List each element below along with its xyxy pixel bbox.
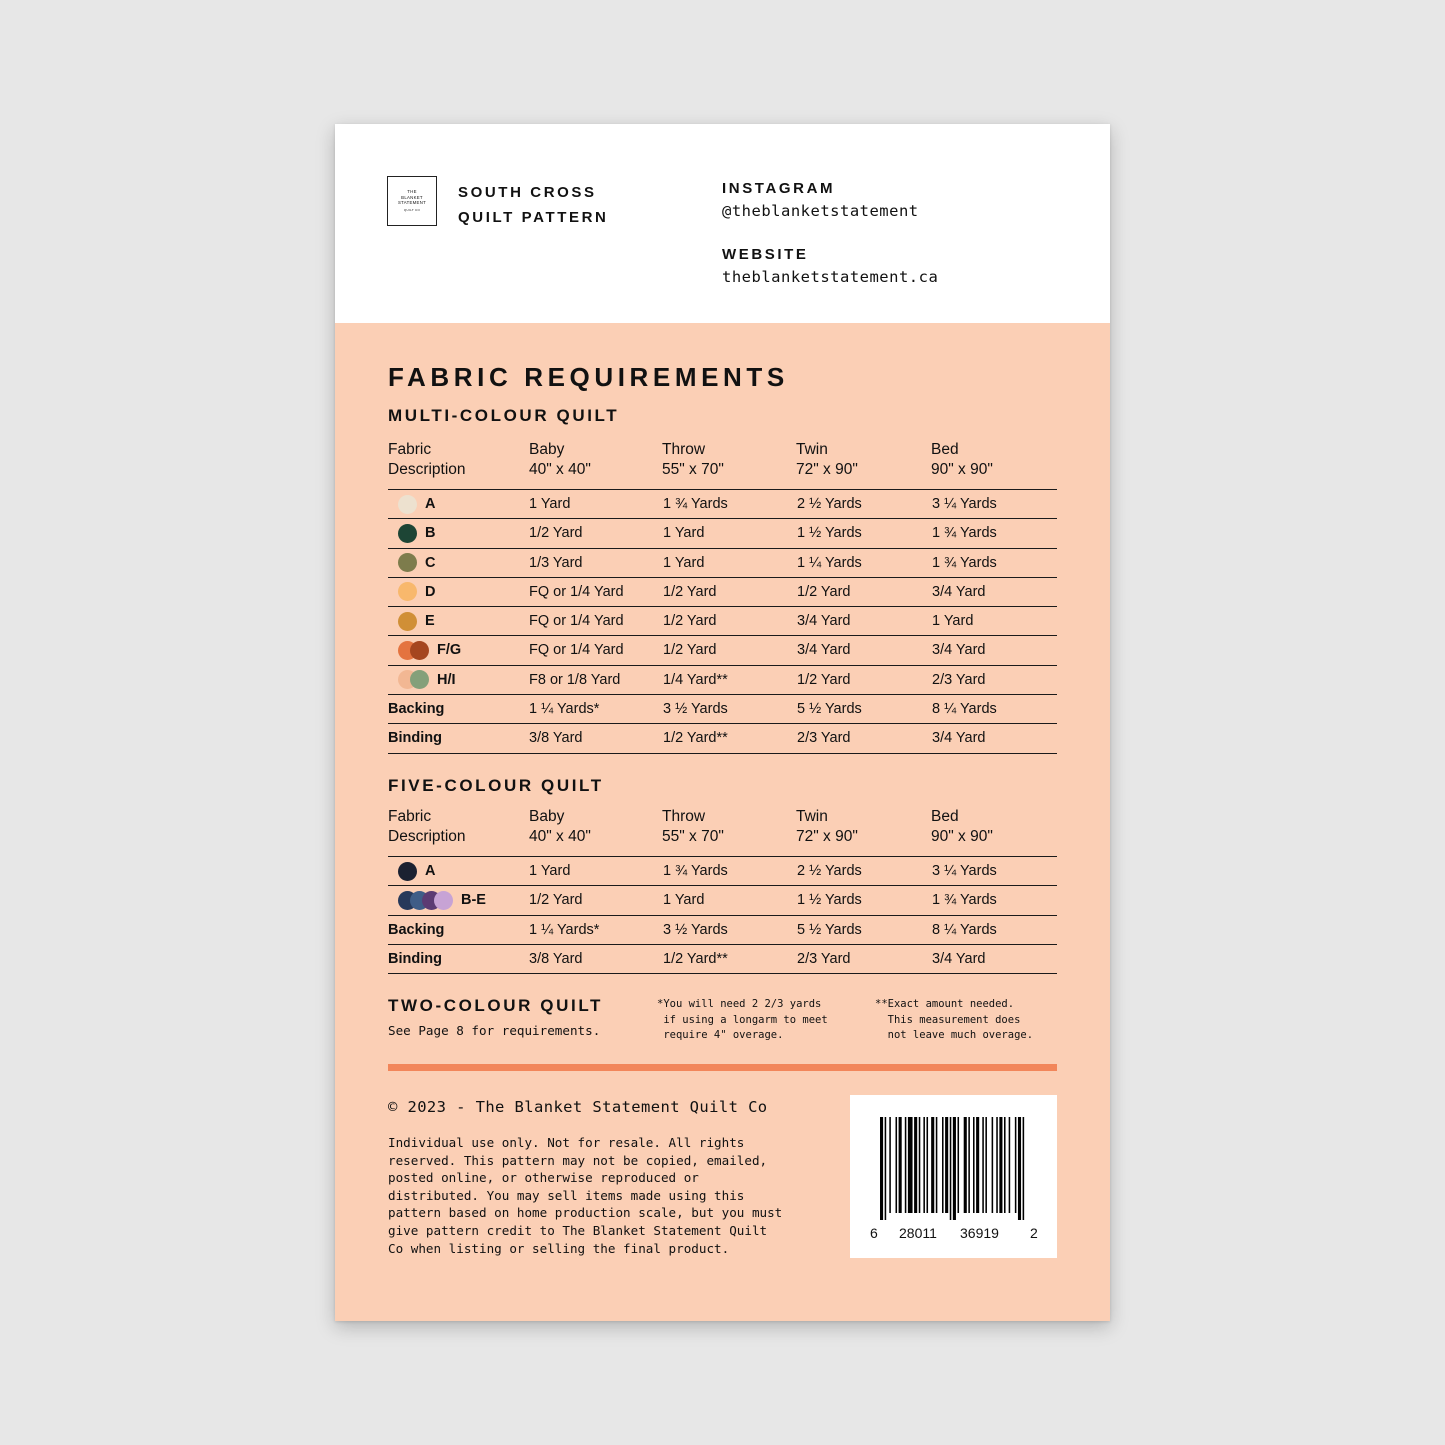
barcode-bar bbox=[945, 1117, 948, 1213]
yardage-cell: 1/2 Yard bbox=[663, 642, 717, 659]
fabric-cell bbox=[388, 949, 442, 969]
fabric-label: E bbox=[425, 613, 435, 630]
fabric-label: H/I bbox=[437, 671, 456, 688]
fabric-label: F/G bbox=[437, 642, 462, 659]
fabric-cell bbox=[388, 861, 435, 881]
fabric-swatches bbox=[398, 891, 453, 910]
table-row bbox=[388, 886, 1057, 915]
fabric-cell bbox=[388, 523, 435, 543]
copyright-line: © 2023 - The Blanket Statement Quilt Co bbox=[388, 1098, 768, 1116]
yardage-cell: 2 ½ Yards bbox=[797, 496, 862, 512]
barcode-bar bbox=[964, 1117, 967, 1213]
two-colour-note: See Page 8 for requirements. bbox=[388, 1023, 601, 1038]
yardage-cell: 3/4 Yard bbox=[932, 642, 986, 659]
fabric-label: A bbox=[425, 863, 436, 879]
yardage-cell: 1/3 Yard bbox=[529, 554, 583, 571]
yardage-cell: 3/4 Yard bbox=[932, 583, 986, 600]
col-header-fabric: Fabric Description bbox=[388, 441, 466, 478]
barcode-digit-check: 2 bbox=[1030, 1225, 1038, 1241]
yardage-cell: 3 ¼ Yards bbox=[932, 863, 997, 879]
yardage-cell: 1/2 Yard** bbox=[663, 950, 728, 967]
table-row bbox=[388, 607, 1057, 636]
yardage-cell: 2/3 Yard bbox=[797, 730, 851, 747]
fabric-cell bbox=[388, 611, 435, 631]
yardage-cell: 1/2 Yard bbox=[529, 525, 583, 542]
table-row bbox=[388, 666, 1057, 695]
instagram-handle: @theblanketstatement bbox=[722, 202, 919, 220]
fabric-label: D bbox=[425, 583, 436, 600]
yardage-cell: 2/3 Yard bbox=[932, 671, 986, 688]
yardage-cell: 8 ¼ Yards bbox=[932, 701, 997, 718]
footnote-double-asterisk: **Exact amount needed. This measurement does not leave much overage. bbox=[875, 998, 1034, 1041]
barcode-bar bbox=[1018, 1117, 1021, 1220]
barcode-bar bbox=[1004, 1117, 1006, 1213]
yardage-cell: 3/4 Yard bbox=[797, 613, 851, 630]
fabric-label: Binding bbox=[388, 950, 442, 967]
divider-rule bbox=[388, 1064, 1057, 1071]
website-label: WEBSITE bbox=[722, 246, 809, 263]
yardage-cell: 3/4 Yard bbox=[932, 730, 986, 747]
barcode-bar bbox=[1009, 1117, 1011, 1213]
fabric-swatches bbox=[398, 612, 417, 631]
fabric-swatch bbox=[410, 641, 429, 660]
barcode-digit-system: 6 bbox=[870, 1225, 878, 1241]
pattern-name-line1: SOUTH CROSS bbox=[458, 184, 597, 201]
barcode-digits-left: 28011 bbox=[899, 1225, 937, 1241]
table-row bbox=[388, 490, 1057, 519]
yardage-cell: 3 ½ Yards bbox=[663, 701, 728, 718]
yardage-cell: 1 ¼ Yards* bbox=[529, 921, 600, 938]
table-row bbox=[388, 549, 1057, 578]
fabric-swatches bbox=[398, 524, 417, 543]
yardage-cell: FQ or 1/4 Yard bbox=[529, 583, 624, 600]
barcode-bar bbox=[905, 1117, 907, 1213]
barcode-bar bbox=[919, 1117, 921, 1213]
barcode-bar bbox=[1015, 1117, 1017, 1213]
table-row bbox=[388, 519, 1057, 548]
barcode-bar bbox=[953, 1117, 956, 1220]
barcode-bar bbox=[976, 1117, 979, 1213]
yardage-cell: 1/4 Yard** bbox=[663, 671, 728, 688]
barcode-bar bbox=[931, 1117, 934, 1213]
fabric-cell bbox=[388, 640, 461, 660]
fabric-label: C bbox=[425, 554, 436, 571]
yardage-cell: FQ or 1/4 Yard bbox=[529, 642, 624, 659]
yardage-cell: 8 ¼ Yards bbox=[932, 921, 997, 938]
barcode-bar bbox=[958, 1117, 960, 1213]
multi-colour-table bbox=[388, 489, 1057, 754]
barcode-digits-right: 36919 bbox=[960, 1225, 999, 1241]
fabric-label: B-E bbox=[461, 892, 486, 909]
table-row bbox=[388, 857, 1057, 886]
two-colour-title: TWO-COLOUR QUILT bbox=[388, 996, 604, 1015]
fabric-swatch bbox=[410, 670, 429, 689]
yardage-cell: 3/8 Yard bbox=[529, 730, 583, 747]
col-header-baby: Baby 40" x 40" bbox=[529, 441, 591, 478]
barcode-bar bbox=[973, 1117, 975, 1213]
yardage-cell: FQ or 1/4 Yard bbox=[529, 613, 624, 630]
table-row bbox=[388, 695, 1057, 724]
col-header-bed: Bed 90" x 90" bbox=[931, 441, 993, 478]
col-header-baby: Baby 40" x 40" bbox=[529, 808, 591, 845]
fabric-swatches bbox=[398, 553, 417, 572]
fabric-cell bbox=[388, 582, 435, 602]
fabric-swatches bbox=[398, 670, 429, 689]
yardage-cell: 1/2 Yard bbox=[663, 613, 717, 630]
yardage-cell: 1 Yard bbox=[663, 525, 705, 542]
yardage-cell: 3 ½ Yards bbox=[663, 921, 728, 938]
yardage-cell: 3/4 Yard bbox=[797, 642, 851, 659]
col-header-throw: Throw 55" x 70" bbox=[662, 808, 724, 845]
fabric-label: A bbox=[425, 496, 436, 512]
yardage-cell: 1 ¼ Yards bbox=[797, 554, 862, 571]
fabric-label: Backing bbox=[388, 701, 445, 718]
fabric-swatch bbox=[434, 891, 453, 910]
yardage-cell: 2/3 Yard bbox=[797, 950, 851, 967]
fabric-cell bbox=[388, 494, 435, 514]
yardage-cell: 1 ¾ Yards bbox=[932, 892, 997, 909]
multi-colour-title: MULTI-COLOUR QUILT bbox=[388, 406, 620, 425]
yardage-cell: 1 Yard bbox=[663, 892, 705, 909]
fabric-requirements-title: FABRIC REQUIREMENTS bbox=[388, 362, 789, 392]
barcode-bar bbox=[942, 1117, 944, 1213]
fabric-swatches bbox=[398, 641, 429, 660]
yardage-cell: 1 ¾ Yards bbox=[663, 863, 728, 879]
col-header-throw: Throw 55" x 70" bbox=[662, 441, 724, 478]
five-colour-table bbox=[388, 856, 1057, 974]
yardage-cell: 1 Yard bbox=[663, 554, 705, 571]
yardage-cell: 3/8 Yard bbox=[529, 950, 583, 967]
pattern-name-line2: QUILT PATTERN bbox=[458, 209, 609, 226]
barcode-bars bbox=[850, 1095, 1057, 1220]
barcode-bar bbox=[968, 1117, 970, 1213]
fabric-swatch bbox=[398, 612, 417, 631]
yardage-cell: 1/2 Yard bbox=[663, 583, 717, 600]
barcode-bar bbox=[889, 1117, 891, 1213]
yardage-cell: F8 or 1/8 Yard bbox=[529, 671, 621, 688]
fabric-cell bbox=[388, 890, 486, 910]
barcode-bar bbox=[908, 1117, 913, 1213]
barcode bbox=[850, 1095, 1057, 1258]
table-row bbox=[388, 945, 1057, 974]
barcode-bar bbox=[923, 1117, 925, 1213]
barcode-bar bbox=[950, 1117, 952, 1220]
barcode-bar bbox=[996, 1117, 998, 1213]
col-header-twin: Twin 72" x 90" bbox=[796, 441, 858, 478]
fabric-swatches bbox=[398, 862, 417, 881]
fabric-cell bbox=[388, 553, 435, 573]
fabric-swatch bbox=[398, 862, 417, 881]
header-band bbox=[335, 124, 1110, 323]
barcode-bar bbox=[914, 1117, 917, 1213]
fabric-swatch bbox=[398, 582, 417, 601]
barcode-bar bbox=[1023, 1117, 1025, 1220]
fabric-label: Binding bbox=[388, 730, 442, 747]
yardage-cell: 5 ½ Yards bbox=[797, 701, 862, 718]
yardage-cell: 1 Yard bbox=[529, 496, 571, 512]
barcode-bar bbox=[936, 1117, 938, 1213]
yardage-cell: 1 ½ Yards bbox=[797, 892, 862, 909]
yardage-cell: 1 ¾ Yards bbox=[663, 496, 728, 512]
yardage-cell: 1 Yard bbox=[529, 863, 571, 879]
yardage-cell: 1/2 Yard bbox=[797, 671, 851, 688]
yardage-cell: 1 Yard bbox=[932, 613, 974, 630]
yardage-cell: 3/4 Yard bbox=[932, 950, 986, 967]
table-row bbox=[388, 724, 1057, 753]
yardage-cell: 1/2 Yard bbox=[797, 583, 851, 600]
barcode-bar bbox=[885, 1117, 887, 1220]
yardage-cell: 5 ½ Yards bbox=[797, 921, 862, 938]
footnote-single-asterisk: *You will need 2 2/3 yards if using a longarm to meet require 4" overage. bbox=[657, 998, 828, 1041]
fabric-cell bbox=[388, 920, 444, 940]
fabric-swatches bbox=[398, 495, 417, 514]
yardage-cell: 1/2 Yard bbox=[529, 892, 583, 909]
table-row bbox=[388, 578, 1057, 607]
yardage-cell: 2 ½ Yards bbox=[797, 863, 862, 879]
col-header-fabric: Fabric Description bbox=[388, 808, 466, 845]
col-header-twin: Twin 72" x 90" bbox=[796, 808, 858, 845]
barcode-bar bbox=[880, 1117, 883, 1220]
yardage-cell: 1 ¼ Yards* bbox=[529, 701, 600, 718]
pattern-name bbox=[458, 180, 608, 230]
yardage-cell: 1 ¾ Yards bbox=[932, 525, 997, 542]
barcode-bar bbox=[896, 1117, 898, 1213]
fabric-cell bbox=[388, 699, 444, 719]
instagram-label: INSTAGRAM bbox=[722, 180, 836, 197]
fabric-cell bbox=[388, 670, 456, 690]
yardage-cell: 3 ¼ Yards bbox=[932, 496, 997, 512]
yardage-cell: 1 ¾ Yards bbox=[932, 554, 997, 571]
fabric-swatch bbox=[398, 553, 417, 572]
barcode-bar bbox=[899, 1117, 902, 1213]
yardage-cell: 1/2 Yard** bbox=[663, 730, 728, 747]
legal-notice: Individual use only. Not for resale. All rights reserved. This pattern may not be copied, emailed, posted online, or otherwise reproduced or distributed. You may sell items made using this pattern based on home production scale, but you must give pattern credit to The Blanket Statement Quilt Co when listing or selling the final product. bbox=[388, 1135, 783, 1256]
fabric-swatch bbox=[398, 524, 417, 543]
fabric-swatches bbox=[398, 582, 417, 601]
table-row bbox=[388, 636, 1057, 665]
website-url: theblanketstatement.ca bbox=[722, 268, 939, 286]
fabric-cell bbox=[388, 728, 442, 748]
yardage-cell: 1 ½ Yards bbox=[797, 525, 862, 542]
fabric-label: B bbox=[425, 525, 436, 542]
table-row bbox=[388, 916, 1057, 945]
barcode-bar bbox=[985, 1117, 987, 1213]
barcode-bar bbox=[992, 1117, 994, 1213]
brand-logo: THE BLANKET STATEMENT QUILT CO bbox=[387, 176, 437, 226]
fabric-label: Backing bbox=[388, 921, 445, 938]
five-colour-title: FIVE-COLOUR QUILT bbox=[388, 776, 604, 795]
barcode-bar bbox=[927, 1117, 929, 1213]
fabric-swatch bbox=[398, 495, 417, 514]
col-header-bed: Bed 90" x 90" bbox=[931, 808, 993, 845]
barcode-bar bbox=[999, 1117, 1002, 1213]
barcode-bar bbox=[982, 1117, 984, 1213]
pattern-back-cover bbox=[335, 124, 1110, 1321]
